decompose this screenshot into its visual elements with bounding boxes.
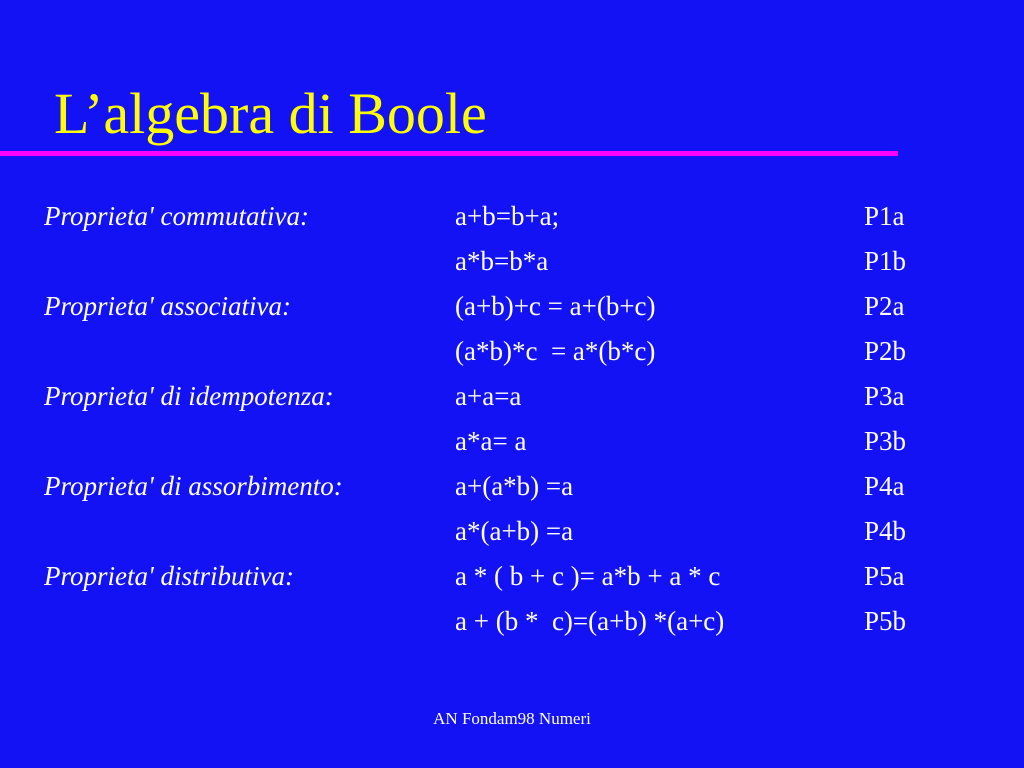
property-code: P3a [864, 381, 905, 411]
property-code: P5a [864, 561, 905, 591]
property-code: P4b [864, 516, 907, 546]
property-code: P4a [864, 471, 905, 501]
property-name: Proprieta' associativa: [44, 291, 292, 321]
property-row [0, 284, 1024, 329]
property-code: P1a [864, 201, 905, 231]
property-row [0, 554, 1024, 599]
property-formula: a+b=b+a; [455, 201, 560, 231]
property-row [0, 374, 1024, 419]
property-formula: a+a=a [455, 381, 522, 411]
property-row [0, 599, 1024, 644]
property-row [0, 464, 1024, 509]
property-name: Proprieta' commutativa: [44, 201, 309, 231]
property-code: P2b [864, 336, 907, 366]
property-code: P3b [864, 426, 907, 456]
property-code: P2a [864, 291, 905, 321]
property-name: Proprieta' di idempotenza: [44, 381, 334, 411]
property-formula: a*a= a [455, 426, 527, 456]
property-row [0, 419, 1024, 464]
property-row [0, 329, 1024, 374]
property-row [0, 239, 1024, 284]
slide-footer: AN Fondam98 Numeri [433, 709, 591, 728]
slide-title: L’algebra di Boole [54, 81, 487, 146]
title-underline [0, 151, 898, 156]
property-name: Proprieta' distributiva: [44, 561, 295, 591]
property-formula: a*(a+b) =a [455, 516, 574, 546]
property-formula: a + (b * c)=(a+b) *(a+c) [455, 606, 725, 636]
property-row [0, 194, 1024, 239]
property-formula: (a*b)*c = a*(b*c) [455, 336, 656, 366]
property-formula: a+(a*b) =a [455, 471, 574, 501]
property-list [0, 194, 1024, 644]
property-code: P5b [864, 606, 907, 636]
property-name: Proprieta' di assorbimento: [44, 471, 343, 501]
property-formula: a*b=b*a [455, 246, 549, 276]
property-code: P1b [864, 246, 907, 276]
property-row [0, 509, 1024, 554]
property-formula: a * ( b + c )= a*b + a * c [455, 561, 721, 591]
property-formula: (a+b)+c = a+(b+c) [455, 291, 656, 321]
